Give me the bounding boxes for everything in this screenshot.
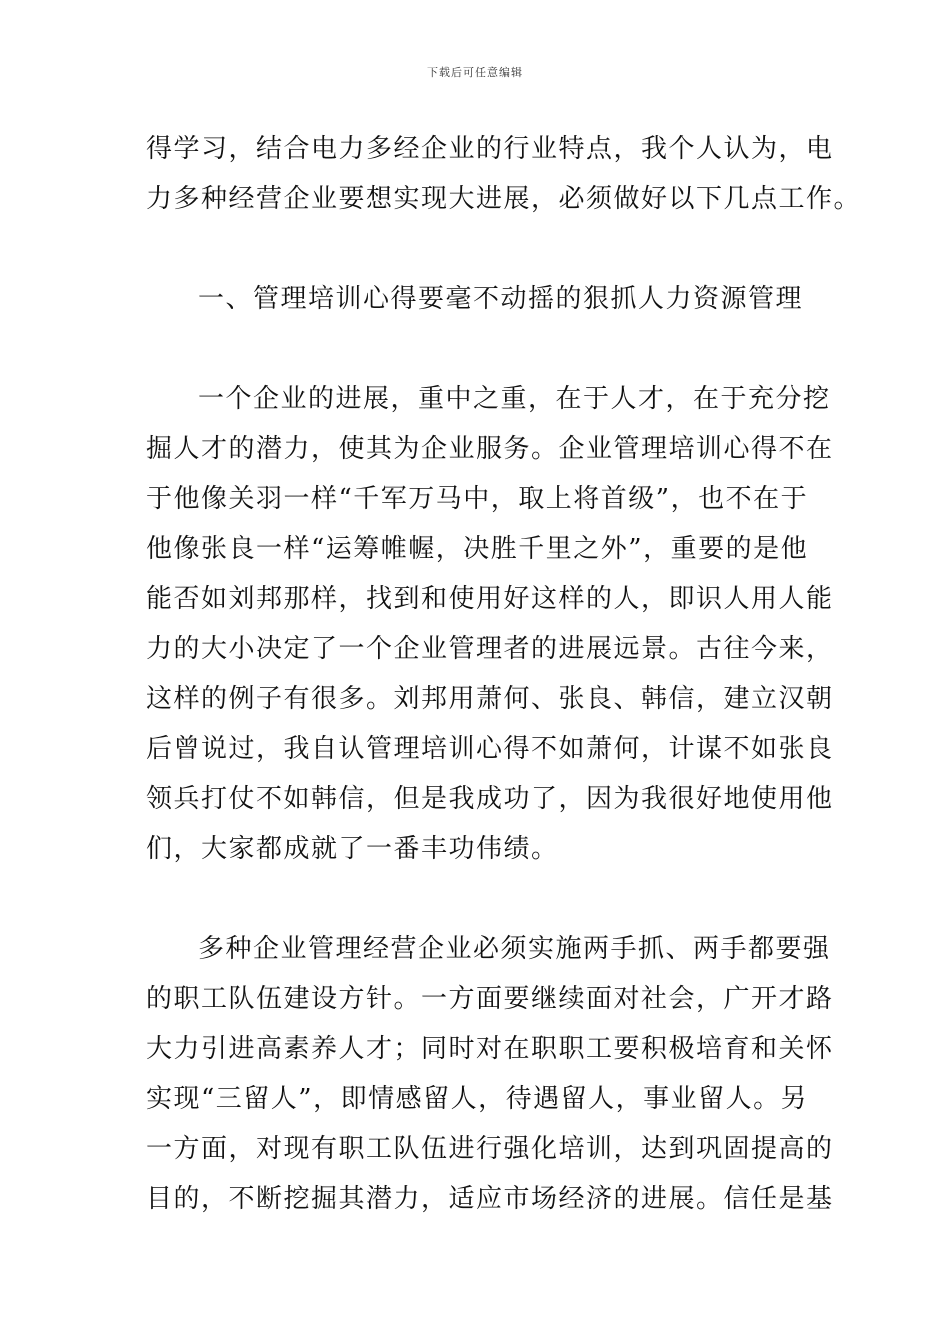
text-line: 大力引进高素养人才；同时对在职职工要积极培育和关怀 (146, 1034, 834, 1064)
section-heading: 一、管理培训心得要毫不动摇的狠抓人力资源管理 (198, 284, 804, 314)
paragraph-gap (146, 324, 806, 374)
text-line: 一方面，对现有职工队伍进行强化培训，达到巩固提高的 (146, 1134, 834, 1164)
document-body (146, 124, 862, 1224)
text-line: 得学习，结合电力多经企业的行业特点，我个人认为，电 (146, 134, 834, 164)
text-line: 领兵打仗不如韩信，但是我成功了，因为我很好地使用他 (146, 784, 834, 814)
text-line: 一个企业的进展，重中之重，在于人才，在于充分挖 (198, 384, 831, 414)
text-line: 多种企业管理经营企业必须实施两手抓、两手都要强 (198, 934, 831, 964)
text-line: 的职工队伍建设方针。一方面要继续面对社会，广开才路 (146, 984, 834, 1014)
text-line: 能否如刘邦那样，找到和使用好这样的人，即识人用人能 (146, 584, 834, 614)
text-line: 后曾说过，我自认管理培训心得不如萧何，计谋不如张良 (146, 734, 834, 764)
text-line: 目的，不断挖掘其潜力，适应市场经济的进展。信任是基 (146, 1184, 834, 1214)
paragraph-gap (146, 224, 806, 274)
text-line: 这样的例子有很多。刘邦用萧何、张良、韩信，建立汉朝 (146, 684, 834, 714)
text-line: 他像张良一样“运筹帷幄，决胜千里之外”，重要的是他 (146, 534, 809, 564)
text-line: 于他像关羽一样“千军万马中，取上将首级”，也不在于 (146, 484, 809, 514)
text-line: 掘人才的潜力，使其为企业服务。企业管理培训心得不在 (146, 434, 834, 464)
text-line: 力多种经营企业要想实现大进展，必须做好以下几点工作。 (146, 184, 862, 214)
text-line: 力的大小决定了一个企业管理者的进展远景。古往今来， (146, 634, 834, 664)
page-header: 下载后可任意编辑 (427, 66, 523, 79)
text-line: 实现“三留人”，即情感留人，待遇留人，事业留人。另 (146, 1084, 809, 1114)
text-line: 们，大家都成就了一番丰功伟绩。 (146, 834, 559, 864)
paragraph-gap (146, 874, 806, 924)
